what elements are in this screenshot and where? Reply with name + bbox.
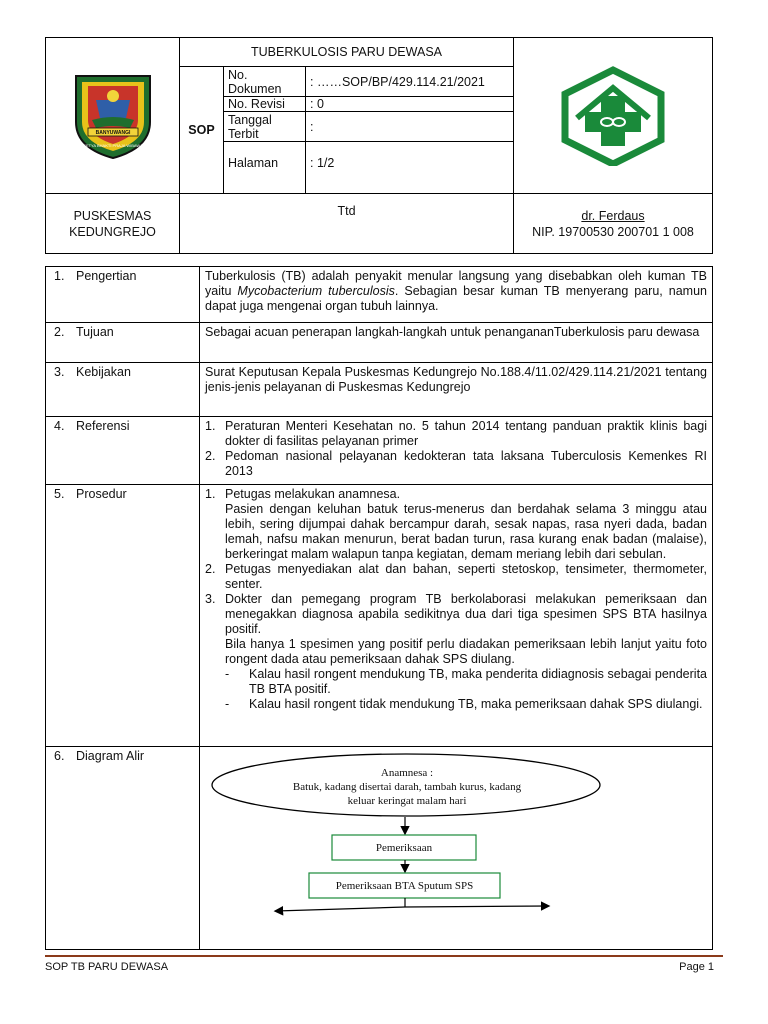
no-dokumen-label: No. Dokumen (224, 67, 306, 97)
row-label-prosedur: 5. Prosedur (46, 485, 200, 747)
dash-item: - Kalau hasil rongent mendukung TB, maka penderita didiagnosis sebagai penderita TB BTA positif. (225, 667, 707, 696)
sop-label: SOP (180, 67, 224, 194)
table-row (46, 323, 713, 363)
svg-text:SETYA BHAKTI PRAJA WIBAWA: SETYA BHAKTI PRAJA WIBAWA (82, 142, 143, 148)
anamnesa-line-2: keluar keringat malam hari (347, 795, 467, 807)
step-1-detail: Pasien dengan keluhan batuk terus-menerus dan berdahak selama 3 minggu atau lebih, sering dijumpai dahak bercampur darah, sesak napas, rasa nyeri dada, badan lemah, nafsu makan menurun, berat badan turun, rasa kurang enak badan (malaise), berkeringat malam walapun tanpa kegiatan, demam meriang lebih dari sebulan. (225, 502, 707, 561)
dash-item: - Kalau hasil rongent tidak mendukung TB, maka pemeriksaan dahak SPS diulangi. (225, 697, 703, 711)
table-row (46, 747, 713, 950)
list-item: 1. Peraturan Menteri Kesehatan no. 5 tahun 2014 tentang panduan praktik klinis bagi dokter di fasilitas pelayanan primer (205, 419, 707, 448)
tujuan-text: Sebagai acuan penerapan langkah-langkah untuk penangananTuberkulosis paru dewasa (200, 323, 713, 363)
row-label-kebijakan: 3. Kebijakan (46, 363, 200, 417)
footer-page-number: Page 1 (679, 961, 714, 973)
puskesmas-name: PUSKESMAS KEDUNGREJO (46, 194, 180, 254)
signer-block (514, 194, 713, 254)
step-3-detail: Bila hanya 1 spesimen yang positif perlu diadakan pemeriksaan lebih lanjut yaitu foto rongent dada atau pemeriksaan dahak SPS diulang. (225, 637, 707, 666)
footer-doc-name: SOP TB PARU DEWASA (45, 961, 169, 973)
sop-content-table (45, 266, 713, 950)
step-3-text: Dokter dan pemegang program TB berkolaborasi melakukan pemeriksaan dan menegakkan diagnosa apabila sedikitnya dua dari tiga spesimen SPS BTA hasilnya positif. (225, 592, 707, 636)
halaman-label: Halaman (224, 142, 306, 194)
header-table (45, 37, 713, 254)
anamnesa-line-1: Batuk, kadang disertai darah, tambah kurus, kadang (292, 781, 522, 793)
no-dokumen-value: : ……SOP/BP/429.114.21/2021 (306, 67, 514, 97)
no-revisi-label: No. Revisi (224, 97, 306, 112)
signature-label: Ttd (180, 194, 514, 254)
kebijakan-text: Surat Keputusan Kepala Puskesmas Kedungrejo No.188.4/11.02/429.114.21/2021 tentang jenis-jenis pelayanan di Puskesmas Kedungrejo (200, 363, 713, 417)
diagram-cell (200, 747, 713, 950)
footer-divider (45, 955, 723, 957)
list-item: 1. Petugas melakukan anamnesa. Pasien dengan keluhan batuk terus-menerus dan berdahak selama 3 minggu atau lebih, sering dijumpai dahak bercampur darah, sesak napas, rasa nyeri dada, badan lemah, nafsu makan menurun, berat badan turun, rasa kurang enak badan (malaise), berkeringat malam walapun tanpa kegiatan, demam meriang lebih dari sebulan. (205, 487, 707, 561)
pengertian-text: Tuberkulosis (TB) adalah penyakit menular langsung yang disebabkan oleh kuman TB yaitu Mycobacterium tuberculosis. Sebagian besar kuman TB menyerang paru, namun dapat juga mengenai organ tubuh lainnya. (200, 267, 713, 323)
row-label-tujuan: 2. Tujuan (46, 323, 200, 363)
puskesmas-logo-icon (557, 66, 669, 166)
arrow-3-left (276, 907, 405, 911)
row-label-pengertian: 1. Pengertian (46, 267, 200, 323)
anamnesa-text (212, 766, 602, 808)
table-row (46, 417, 713, 485)
anamnesa-title: Anamnesa : (380, 767, 434, 779)
document-title: TUBERKULOSIS PARU DEWASA (180, 38, 514, 67)
referensi-list (200, 417, 713, 485)
table-row (46, 267, 713, 323)
halaman-value: : 1/2 (306, 142, 514, 194)
arrow-3-right (405, 906, 548, 907)
list-item: 2. Pedoman nasional pelayanan kedokteran tata laksana Tuberculosis Kemenkes RI 2013 (205, 449, 707, 478)
flowchart (200, 747, 712, 947)
table-row (46, 485, 713, 747)
tanggal-terbit-value: : (306, 112, 514, 142)
table-row (46, 363, 713, 417)
svg-text:BANYUWANGI: BANYUWANGI (95, 129, 130, 136)
regency-emblem-icon (68, 70, 158, 162)
no-revisi-value: : 0 (306, 97, 514, 112)
list-item: 3. Dokter dan pemegang program TB berkolaborasi melakukan pemeriksaan dan menegakkan diagnosa apabila sedikitnya dua dari tiga spesimen SPS BTA hasilnya positif. Bila hanya 1 spesimen yang positif perlu diadakan pemeriksaan lebih lanjut yaitu foto rongent dada atau pemeriksaan dahak SPS diulang. (205, 592, 707, 666)
signer-name: dr. Ferdaus (581, 208, 645, 223)
pemeriksaan-label: Pemeriksaan (375, 842, 433, 854)
regency-logo-cell (46, 38, 180, 194)
tanggal-terbit-label: Tanggal Terbit (224, 112, 306, 142)
list-item: 2. Petugas menyediakan alat dan bahan, seperti stetoskop, tensimeter, thermometer, senter. (205, 562, 707, 591)
row-label-referensi: 4. Referensi (46, 417, 200, 485)
row-label-diagram: 6. Diagram Alir (46, 747, 200, 950)
prosedur-list (200, 485, 713, 747)
bta-sputum-label: Pemeriksaan BTA Sputum SPS (335, 880, 474, 892)
puskesmas-logo-cell (514, 38, 713, 194)
signer-nip: NIP. 19700530 200701 1 008 (532, 224, 694, 239)
step-1-text: Petugas melakukan anamnesa. (225, 487, 401, 501)
